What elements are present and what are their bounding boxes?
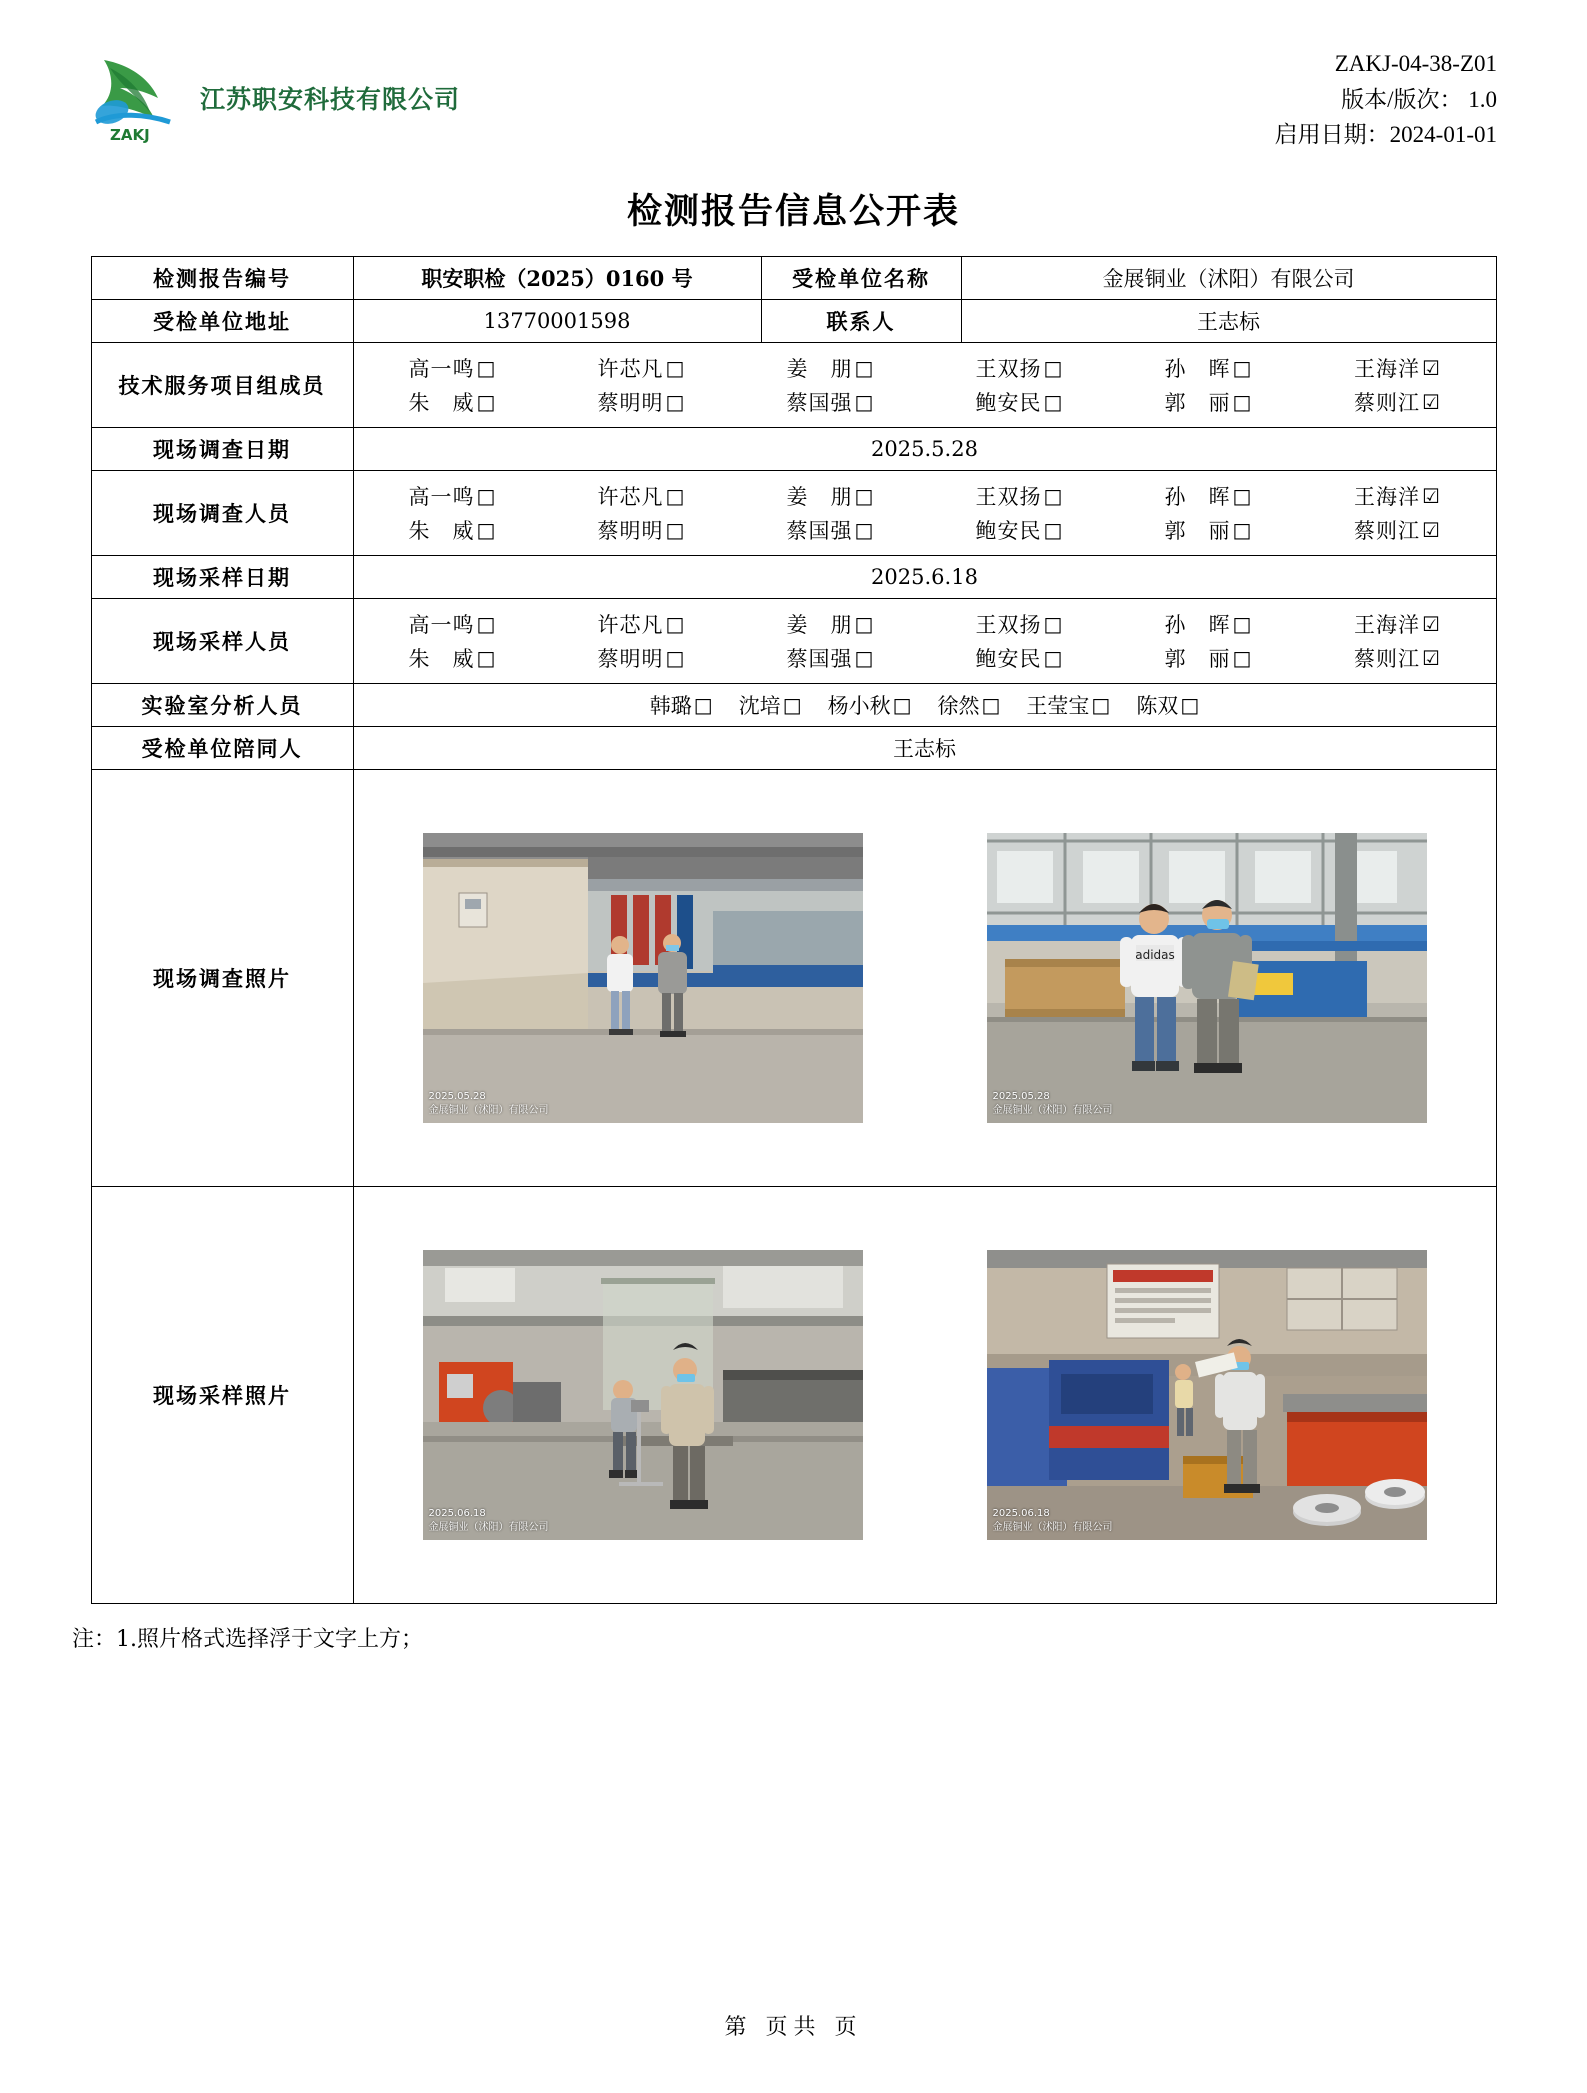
- person-name: 蔡明明: [597, 519, 664, 543]
- person-checkbox[interactable]: □: [476, 484, 496, 508]
- value-client-address: 13770001598: [353, 300, 761, 343]
- person-checkbox[interactable]: □: [854, 612, 874, 636]
- photo-stamp: [993, 1090, 1113, 1117]
- person-name: 许芯凡: [597, 485, 664, 509]
- person-name: 蔡则江: [1354, 647, 1421, 671]
- person-item[interactable]: [358, 609, 547, 639]
- person-item[interactable]: [547, 515, 736, 545]
- person-item[interactable]: [547, 643, 736, 673]
- person-checkbox[interactable]: □: [854, 518, 874, 542]
- person-item[interactable]: [736, 353, 925, 383]
- person-name: 徐然: [937, 694, 980, 718]
- team-members-row-1: [358, 353, 1492, 383]
- person-name: 陈双: [1136, 694, 1179, 718]
- person-item[interactable]: [925, 481, 1114, 511]
- label-survey-photos: 现场调查照片: [91, 770, 353, 1187]
- sampling-photos-cell: [353, 1187, 1496, 1604]
- person-checkbox[interactable]: □: [665, 518, 685, 542]
- label-client-name: 受检单位名称: [761, 257, 961, 300]
- person-checkbox[interactable]: □: [1091, 693, 1111, 717]
- table-row: [91, 1187, 1496, 1604]
- person-checkbox[interactable]: □: [693, 693, 713, 717]
- person-name: 姜 朋: [786, 357, 853, 381]
- person-name: 姜 朋: [786, 613, 853, 637]
- photo-stamp-date: 2025.06.18: [428, 1508, 486, 1519]
- person-item[interactable]: [736, 515, 925, 545]
- person-name: 蔡国强: [786, 647, 853, 671]
- header-branding: [60, 36, 460, 144]
- person-checkbox[interactable]: □: [1043, 356, 1063, 380]
- page-footer: 第 页共 页: [724, 2015, 863, 2040]
- photo-stamp-text: 金展铜业（沭阳）有限公司: [428, 1521, 549, 1533]
- person-item[interactable]: [1136, 690, 1199, 720]
- person-name: 鲍安民: [975, 519, 1042, 543]
- person-item[interactable]: [358, 643, 547, 673]
- table-row: [91, 428, 1496, 471]
- person-name: 韩璐: [649, 694, 692, 718]
- person-checkbox[interactable]: □: [1232, 612, 1252, 636]
- person-name: 鲍安民: [975, 647, 1042, 671]
- person-checkbox[interactable]: □: [665, 390, 685, 414]
- person-checkbox[interactable]: □: [1232, 356, 1252, 380]
- sampling-staff-grid: [358, 605, 1492, 677]
- person-item[interactable]: [925, 515, 1114, 545]
- person-checkbox[interactable]: □: [476, 646, 496, 670]
- person-item[interactable]: [547, 481, 736, 511]
- person-item[interactable]: [1114, 609, 1303, 639]
- person-name: 许芯凡: [597, 357, 664, 381]
- lab-staff-list: [358, 690, 1492, 720]
- photo-stamp: [993, 1507, 1113, 1534]
- person-checkbox[interactable]: ☑: [1422, 612, 1440, 636]
- value-survey-date: 2025.5.28: [353, 428, 1496, 471]
- person-checkbox[interactable]: □: [1180, 693, 1200, 717]
- person-name: 蔡则江: [1354, 519, 1421, 543]
- person-name: 王双扬: [975, 613, 1042, 637]
- svg-text:adidas: adidas: [1134, 948, 1175, 962]
- value-team-members: [353, 343, 1496, 428]
- value-survey-staff: [353, 471, 1496, 556]
- svg-text:ZAKJ: ZAKJ: [110, 126, 150, 144]
- person-checkbox[interactable]: □: [665, 612, 685, 636]
- person-name: 王莹宝: [1026, 694, 1090, 718]
- person-checkbox[interactable]: □: [892, 693, 912, 717]
- person-item[interactable]: [1114, 481, 1303, 511]
- person-checkbox[interactable]: □: [665, 356, 685, 380]
- person-item[interactable]: [1114, 515, 1303, 545]
- person-checkbox[interactable]: □: [476, 612, 496, 636]
- person-checkbox[interactable]: □: [1232, 646, 1252, 670]
- person-checkbox[interactable]: ☑: [1422, 518, 1440, 542]
- label-lab-staff: 实验室分析人员: [91, 684, 353, 727]
- person-name: 高一鸣: [408, 613, 475, 637]
- person-item[interactable]: [1114, 387, 1303, 417]
- person-checkbox[interactable]: □: [1043, 646, 1063, 670]
- person-checkbox[interactable]: □: [1232, 518, 1252, 542]
- person-checkbox[interactable]: □: [476, 356, 496, 380]
- person-name: 蔡则江: [1354, 391, 1421, 415]
- photo-stamp-date: 2025.05.28: [428, 1091, 486, 1102]
- person-item[interactable]: [358, 353, 547, 383]
- person-checkbox[interactable]: □: [1043, 612, 1063, 636]
- table-row: [91, 471, 1496, 556]
- person-item[interactable]: [1303, 387, 1492, 417]
- label-survey-date: 现场调查日期: [91, 428, 353, 471]
- person-item[interactable]: [925, 643, 1114, 673]
- person-item[interactable]: [547, 609, 736, 639]
- person-item[interactable]: [828, 690, 912, 720]
- person-name: 蔡明明: [597, 647, 664, 671]
- person-name: 王海洋: [1354, 485, 1421, 509]
- person-checkbox[interactable]: ☑: [1422, 484, 1440, 508]
- person-name: 王双扬: [975, 485, 1042, 509]
- person-item[interactable]: [1114, 353, 1303, 383]
- person-item[interactable]: [736, 481, 925, 511]
- person-name: 朱 威: [408, 519, 475, 543]
- value-report-no: 职安职检（2025）0160 号: [353, 257, 761, 300]
- photo-stamp-text: 金展铜业（沭阳）有限公司: [992, 1104, 1113, 1116]
- person-checkbox[interactable]: □: [854, 356, 874, 380]
- person-name: 王海洋: [1354, 357, 1421, 381]
- label-sampling-photos: 现场采样照片: [91, 1187, 353, 1604]
- survey-photos-wrap: [358, 776, 1492, 1180]
- person-name: 高一鸣: [408, 357, 475, 381]
- person-item[interactable]: [547, 387, 736, 417]
- survey-photos-cell: [353, 770, 1496, 1187]
- person-item[interactable]: [925, 387, 1114, 417]
- person-name: 孙 晖: [1164, 485, 1231, 509]
- label-team-members: 技术服务项目组成员: [91, 343, 353, 428]
- person-checkbox[interactable]: □: [1043, 518, 1063, 542]
- document-header: [60, 36, 1527, 156]
- person-checkbox[interactable]: □: [1232, 390, 1252, 414]
- value-sampling-staff: [353, 599, 1496, 684]
- person-item[interactable]: [736, 643, 925, 673]
- table-row: [91, 300, 1496, 343]
- doc-effective-date: 启用日期：2024-01-01: [1274, 122, 1497, 148]
- person-checkbox[interactable]: □: [476, 390, 496, 414]
- value-accompany: 王志标: [353, 727, 1496, 770]
- person-item[interactable]: [1303, 643, 1492, 673]
- person-name: 蔡明明: [597, 391, 664, 415]
- person-name: 蔡国强: [786, 391, 853, 415]
- person-name: 郭 丽: [1164, 647, 1231, 671]
- label-report-no: 检测报告编号: [91, 257, 353, 300]
- value-sampling-date: 2025.6.18: [353, 556, 1496, 599]
- photo-stamp-date: 2025.05.28: [992, 1091, 1050, 1102]
- table-row: [91, 727, 1496, 770]
- person-item[interactable]: [1303, 353, 1492, 383]
- value-lab-staff: [353, 684, 1496, 727]
- doc-code: ZAKJ-04-38-Z01: [1334, 51, 1497, 76]
- sampling-photos-wrap: [358, 1193, 1492, 1597]
- table-row: [91, 257, 1496, 300]
- person-name: 朱 威: [408, 391, 475, 415]
- person-checkbox[interactable]: □: [782, 693, 802, 717]
- person-item[interactable]: [925, 609, 1114, 639]
- person-checkbox[interactable]: □: [665, 484, 685, 508]
- table-row: [91, 343, 1496, 428]
- person-name: 孙 晖: [1164, 613, 1231, 637]
- person-name: 孙 晖: [1164, 357, 1231, 381]
- person-item[interactable]: [925, 353, 1114, 383]
- survey-photo-1: [423, 833, 863, 1123]
- person-name: 高一鸣: [408, 485, 475, 509]
- person-item[interactable]: [650, 690, 713, 720]
- person-item[interactable]: [739, 690, 802, 720]
- person-checkbox[interactable]: ☑: [1422, 356, 1440, 380]
- person-item[interactable]: [938, 690, 1001, 720]
- survey-staff-grid: [358, 477, 1492, 549]
- person-item[interactable]: [1303, 609, 1492, 639]
- person-name: 郭 丽: [1164, 519, 1231, 543]
- photo-stamp: [429, 1507, 549, 1534]
- person-item[interactable]: [358, 481, 547, 511]
- person-item[interactable]: [358, 515, 547, 545]
- person-checkbox[interactable]: □: [854, 390, 874, 414]
- person-name: 蔡国强: [786, 519, 853, 543]
- sampling-staff-row-2: [358, 643, 1492, 673]
- photo-stamp-date: 2025.06.18: [992, 1508, 1050, 1519]
- person-name: 王海洋: [1354, 613, 1421, 637]
- person-checkbox[interactable]: ☑: [1422, 646, 1440, 670]
- person-checkbox[interactable]: □: [476, 518, 496, 542]
- table-row: [91, 599, 1496, 684]
- survey-staff-row-1: [358, 481, 1492, 511]
- header-meta: [1275, 36, 1527, 153]
- report-info-table: [91, 256, 1497, 1604]
- person-checkbox[interactable]: ☑: [1422, 390, 1440, 414]
- table-row: [91, 684, 1496, 727]
- footnote: 注：1.照片格式选择浮于文字上方；: [72, 1627, 423, 1652]
- person-checkbox[interactable]: □: [854, 646, 874, 670]
- label-sampling-staff: 现场采样人员: [91, 599, 353, 684]
- person-name: 郭 丽: [1164, 391, 1231, 415]
- sampling-photo-1: [423, 1250, 863, 1540]
- person-item[interactable]: [547, 353, 736, 383]
- label-accompany: 受检单位陪同人: [91, 727, 353, 770]
- person-name: 朱 威: [408, 647, 475, 671]
- person-name: 王双扬: [975, 357, 1042, 381]
- person-checkbox[interactable]: □: [1043, 484, 1063, 508]
- person-item[interactable]: [1303, 481, 1492, 511]
- person-name: 鲍安民: [975, 391, 1042, 415]
- survey-staff-row-2: [358, 515, 1492, 545]
- sampling-photo-2: [987, 1250, 1427, 1540]
- label-client-address: 受检单位地址: [91, 300, 353, 343]
- person-name: 许芯凡: [597, 613, 664, 637]
- person-checkbox[interactable]: □: [665, 646, 685, 670]
- value-client-name: 金展铜业（沭阳）有限公司: [961, 257, 1496, 300]
- table-row: [91, 556, 1496, 599]
- label-contact: 联系人: [761, 300, 961, 343]
- team-members-grid: [358, 349, 1492, 421]
- label-survey-staff: 现场调查人员: [91, 471, 353, 556]
- person-name: 杨小秋: [827, 694, 891, 718]
- person-checkbox[interactable]: □: [1232, 484, 1252, 508]
- team-members-row-2: [358, 387, 1492, 417]
- person-checkbox[interactable]: □: [1043, 390, 1063, 414]
- person-item[interactable]: [1026, 690, 1110, 720]
- photo-stamp: [429, 1090, 549, 1117]
- page-title: 检测报告信息公开表: [626, 191, 960, 232]
- label-sampling-date: 现场采样日期: [91, 556, 353, 599]
- person-checkbox[interactable]: □: [981, 693, 1001, 717]
- doc-version: 版本/版次： 1.0: [1341, 86, 1497, 112]
- photo-stamp-text: 金展铜业（沭阳）有限公司: [992, 1521, 1113, 1533]
- value-contact: 王志标: [961, 300, 1496, 343]
- company-name: 江苏职安科技有限公司: [200, 85, 461, 114]
- person-name: 姜 朋: [786, 485, 853, 509]
- person-item[interactable]: [1114, 643, 1303, 673]
- person-item[interactable]: [358, 387, 547, 417]
- person-item[interactable]: [736, 387, 925, 417]
- survey-photo-2: [987, 833, 1427, 1123]
- photo-stamp-text: 金展铜业（沭阳）有限公司: [428, 1104, 549, 1116]
- person-item[interactable]: [1303, 515, 1492, 545]
- person-name: 沈培: [738, 694, 781, 718]
- sampling-staff-row-1: [358, 609, 1492, 639]
- company-logo-icon: [86, 52, 182, 144]
- person-item[interactable]: [736, 609, 925, 639]
- table-row: [91, 770, 1496, 1187]
- person-checkbox[interactable]: □: [854, 484, 874, 508]
